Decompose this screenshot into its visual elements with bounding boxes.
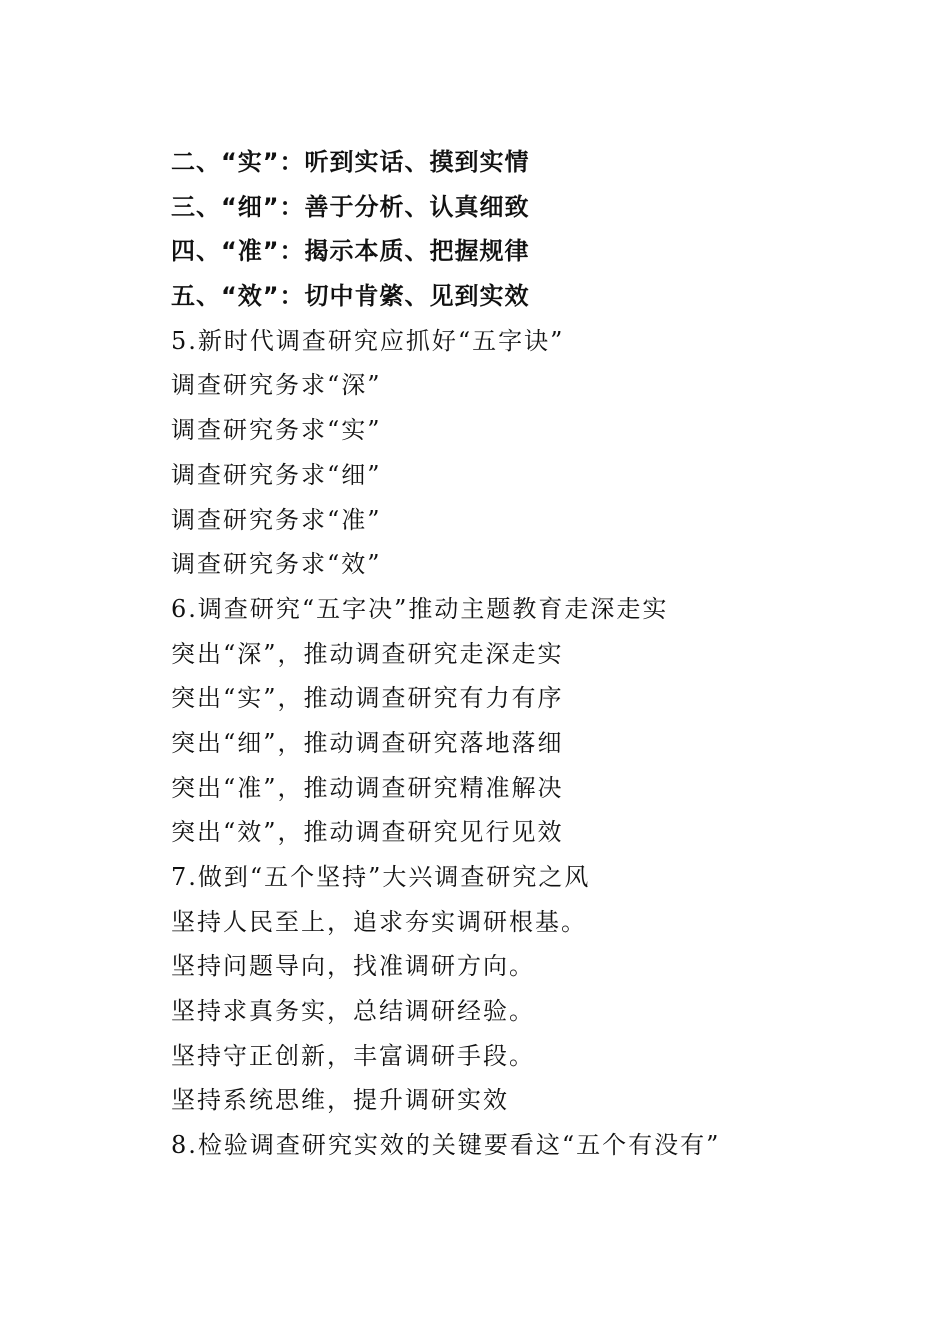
section-5-title: 5.新时代调查研究应抓好“五字诀” xyxy=(171,326,565,355)
section-7-item: 坚持系统思维，提升调研实效 xyxy=(171,1086,509,1115)
section-8-title: 8.检验调查研究实效的关键要看这“五个有没有” xyxy=(171,1131,721,1160)
heading-2: 二、“实”：听到实话、摸到实情 xyxy=(171,148,530,176)
section-7-title: 7.做到“五个坚持”大兴调查研究之风 xyxy=(171,863,591,891)
section-6-item: 突出“实”，推动调查研究有力有序 xyxy=(171,684,564,713)
heading-4: 四、“准”：揭示本质、把握规律 xyxy=(171,237,530,266)
section-5-item: 调查研究务求“深” xyxy=(171,371,382,400)
section-5-item: 调查研究务求“准” xyxy=(171,505,382,534)
section-6-title: 6.调查研究“五字决”推动主题教育走深走实 xyxy=(171,594,669,623)
section-6-item: 突出“深”，推动调查研究走深走实 xyxy=(171,639,564,668)
section-5-item: 调查研究务求“实” xyxy=(171,416,382,445)
section-6-item: 突出“准”，推动调查研究精准解决 xyxy=(171,773,564,802)
section-7-item: 坚持求真务实，总结调研经验。 xyxy=(171,997,535,1026)
section-7-item: 坚持守正创新，丰富调研手段。 xyxy=(171,1041,535,1070)
heading-5: 五、“效”：切中肯綮、见到实效 xyxy=(171,282,530,311)
section-6-item: 突出“效”，推动调查研究见行见效 xyxy=(171,818,564,847)
section-6-item: 突出“细”，推动调查研究落地落细 xyxy=(171,728,564,757)
heading-3: 三、“细”：善于分析、认真细致 xyxy=(171,192,530,221)
section-7-item: 坚持问题导向，找准调研方向。 xyxy=(171,952,535,981)
section-5-item: 调查研究务求“细” xyxy=(171,460,382,489)
document-page xyxy=(171,140,891,1168)
section-5-item: 调查研究务求“效” xyxy=(171,550,382,579)
section-7-item: 坚持人民至上，追求夯实调研根基。 xyxy=(171,907,587,936)
